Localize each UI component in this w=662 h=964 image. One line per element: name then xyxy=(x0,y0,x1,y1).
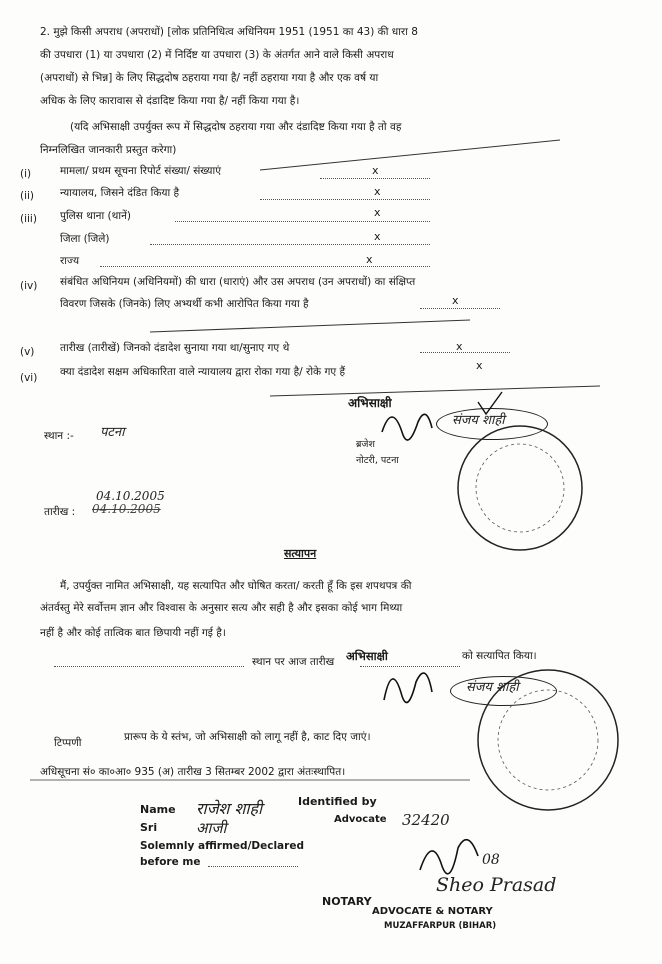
notary-adv: ADVOCATE & NOTARY xyxy=(372,906,493,917)
clause2-line4: अधिक के लिए कारावास से दंडादिष्ट किया गया है/ नहीं किया गया है। xyxy=(40,95,300,107)
item-num: (i) xyxy=(20,168,32,180)
item5-num: (v) xyxy=(20,346,35,358)
verification-line2: अंतर्वस्तु मेरे सर्वोत्तम ज्ञान और विश्वास के अनुसार सत्य और सही है और इसका कोई भाग मिथ्या xyxy=(40,602,403,614)
strike-line xyxy=(270,386,600,396)
item4-line1: संबंधित अधिनियम (अधिनियमों) की धारा (धाराएं) और उस अपराध (उन अपराधों) का संक्षिप्त xyxy=(60,276,416,288)
item-label: राज्य xyxy=(60,255,80,267)
clause2-line3: (अपराधों) से भिन्न] के लिए सिद्धदोष ठहराया गया है/ नहीं ठहराया गया है और एक वर्ष या xyxy=(40,72,379,84)
item4-line2: विवरण जिसके (जिनके) लिए अभ्यर्थी कभी आरोपित किया गया है xyxy=(60,298,309,310)
clause2-note2: निम्नलिखित जानकारी प्रस्तुत करेगा) xyxy=(40,144,177,156)
date-handwritten: 04.10.2005 xyxy=(96,489,165,503)
note-label: टिप्पणी xyxy=(54,737,82,749)
date-label: तारीख : xyxy=(44,506,76,518)
deponent-stamp-label: अभिसाक्षी xyxy=(348,396,392,410)
clause2-line1: 2. मुझे किसी अपराध (अपराधों) [लोक प्रतिनिधित्व अधिनियम 1951 (1951 का 43) की धारा 8 xyxy=(40,26,418,38)
verification-line4: स्थान पर आज तारीख xyxy=(252,656,335,668)
item-num: (iii) xyxy=(20,213,37,225)
item-label: न्यायालय, जिसने दंडित किया है xyxy=(60,187,180,199)
before-label: before me xyxy=(140,856,201,868)
signature-scribble xyxy=(384,673,432,702)
reg-number: 32420 xyxy=(402,811,450,829)
item-label: मामला/ प्रथम सूचना रिपोर्ट संख्या/ संख्याएं xyxy=(60,165,222,177)
item4-num: (iv) xyxy=(20,280,38,292)
signature-scribble xyxy=(382,414,432,440)
identified-label: Identified by xyxy=(298,795,377,808)
item4-mark: x xyxy=(452,294,459,307)
clause2-line2: की उपधारा (1) या उपधारा (2) में निर्दिष्ट या उपधारा (3) के अंतर्गत आने वाले किसी अपराध xyxy=(40,49,394,61)
stamp1-line2: नोटरी, पटना xyxy=(356,455,399,466)
notary-city: MUZAFFARPUR (BIHAR) xyxy=(384,921,497,931)
verification-line1: मैं, उपर्युक्त नामित अभिसाक्षी, यह सत्यापित और घोषित करता/ करती हूँ कि इस शपथपत्र की xyxy=(60,580,412,592)
advocate-label: Advocate xyxy=(334,814,387,825)
clause2-note1: (यदि अभिसाक्षी उपर्युक्त रूप में सिद्धदोष ठहराया गया और दंडादिष्ट किया गया है तो वह xyxy=(70,121,402,133)
signature-scribble xyxy=(420,840,478,874)
place-label: स्थान :- xyxy=(44,430,74,442)
item6-mark: x xyxy=(476,359,483,372)
notification-text: अधिसूचना सं० का०आ० 935 (अ) तारीख 3 सितम्बर 2002 द्वारा अंतःस्थापित। xyxy=(40,766,346,778)
notary-signer: Sheo Prasad xyxy=(436,874,557,896)
stamp1-line1: ब्रजेश xyxy=(356,439,375,450)
item-mark: x xyxy=(366,253,373,266)
deponent-signature: संजय शाही xyxy=(452,413,505,428)
note-text: प्रारूप के ये स्तंभ, जो अभिसाक्षी को लागू नहीं है, काट दिए जाएं। xyxy=(124,731,371,743)
date-struck-value: 04.10.2005 xyxy=(92,502,161,516)
item6-label: क्या दंडादेश सक्षम अधिकारिता वाले न्यायालय द्वारा रोका गया है/ रोके गए हैं xyxy=(60,366,346,378)
solemnly-label: Solemnly affirmed/Declared xyxy=(140,840,304,852)
strike-line xyxy=(260,140,560,170)
item-mark: x xyxy=(374,185,381,198)
sri-label: Sri xyxy=(140,821,158,834)
name-label: Name xyxy=(140,803,176,816)
deponent2-signature: संजय शाही xyxy=(466,680,519,695)
verification-line3: नहीं है और कोई तात्विक बात छिपायी नहीं गई है। xyxy=(40,627,226,639)
verification-line4b: को सत्यापित किया। xyxy=(462,650,537,662)
place-value: पटना xyxy=(100,425,125,440)
verification-heading: सत्यापन xyxy=(284,547,317,560)
item-label: जिला (जिले) xyxy=(60,233,110,245)
notary-date: 08 xyxy=(482,852,500,868)
item6-num: (vi) xyxy=(20,372,38,384)
item-num: (ii) xyxy=(20,190,35,202)
notary-seal-icon xyxy=(458,426,582,550)
notary-seal-icon xyxy=(478,670,618,810)
sri-value: आजी xyxy=(196,819,227,837)
item5-mark: x xyxy=(456,340,463,353)
item5-label: तारीख (तारीखें) जिनको दंडादेश सुनाया गया था/सुनाए गए थे xyxy=(60,342,290,354)
strike-line xyxy=(150,320,470,332)
name-value: राजेश शाही xyxy=(196,799,263,818)
notary-label: NOTARY xyxy=(322,895,372,908)
item-label: पुलिस थाना (थानें) xyxy=(60,210,132,222)
item-mark: x xyxy=(374,206,381,219)
item-mark: x xyxy=(372,164,379,177)
deponent2-stamp-label: अभिसाक्षी xyxy=(346,649,388,663)
check-mark-icon xyxy=(478,392,502,414)
item-mark: x xyxy=(374,230,381,243)
